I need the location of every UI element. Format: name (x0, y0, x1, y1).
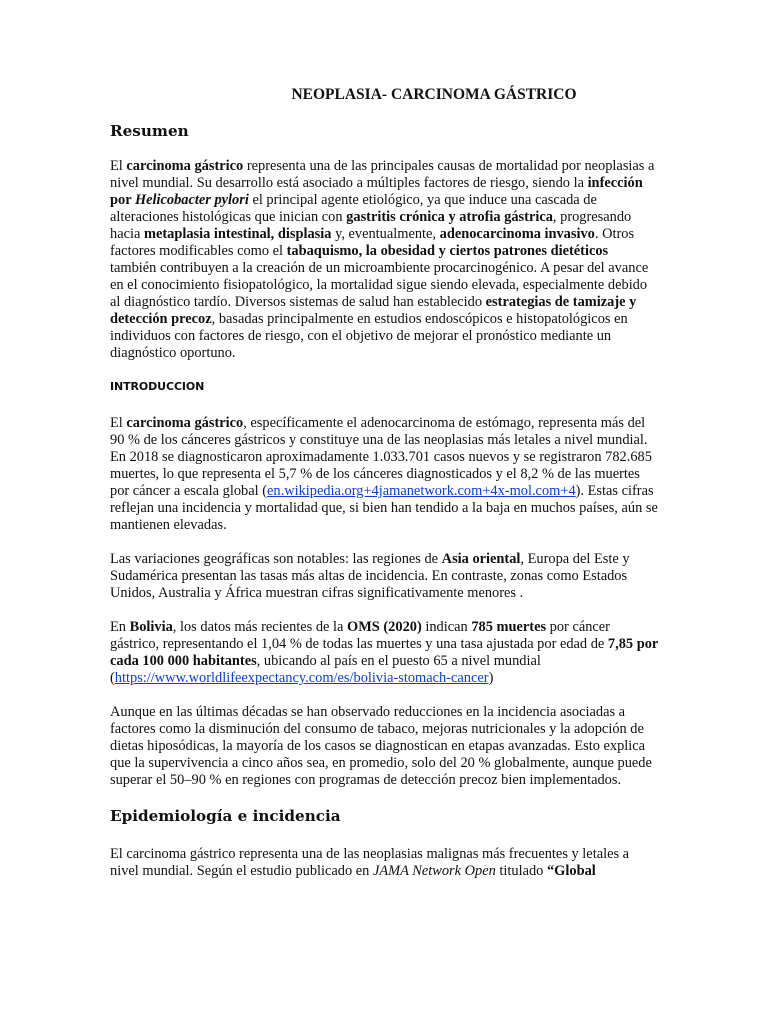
epidemiologia-paragraph (110, 846, 658, 880)
text-run: titulado (495, 863, 547, 879)
bold-text-run: estrategias de tamizaje y detección precoz (110, 294, 637, 327)
text-run: el principal agente etiológico, ya que induce una cascada de alteraciones histológicas que inician con (110, 192, 597, 225)
intro-paragraph-4 (110, 704, 658, 789)
text-run: representa una de las principales causas de mortalidad por neoplasias a nivel mundial. Su desarrollo está asociado a múltiples factores de riesgo, siendo la (110, 158, 655, 191)
intro-paragraph-1 (110, 415, 658, 534)
resumen-paragraph (110, 158, 658, 362)
intro-paragraph-2 (110, 551, 658, 602)
introduccion-heading: INTRODUCCION (110, 380, 205, 393)
bold-text-run: tabaquismo, la obesidad y ciertos patrones dietéticos (286, 243, 609, 259)
bold-text-run: 785 muertes (471, 619, 547, 635)
resumen-heading: Resumen (110, 122, 189, 140)
text-run: , Europa del Este y Sudamérica presentan las tasas más altas de incidencia. En contraste, zonas como Estados Unidos, Australia y África muestran cifras significativamente menores . (110, 551, 630, 601)
text-run: El (110, 158, 127, 174)
text-run: . Otros factores modificables como el (110, 226, 635, 259)
bold-text-run: adenocarcinoma invasivo (439, 226, 595, 242)
bold-text-run: carcinoma gástrico (126, 415, 244, 431)
bold-text-run: Asia oriental (441, 551, 521, 567)
intro-paragraph-3 (110, 619, 658, 687)
text-run: y, eventualmente, (331, 226, 440, 242)
italic-text-run: JAMA Network Open (372, 863, 496, 879)
text-run: Las variaciones geográficas son notables: las regiones de (110, 551, 442, 567)
bold-text-run: OMS (2020) (347, 619, 422, 635)
text-run: , específicamente el adenocarcinoma de estómago, representa más del 90 % de los cánceres gástricos y constituye una de las neoplasias más letales a nivel mundial. En 2018 se diagnosticaron aproximadamente 1.033.701 casos nuevos y se registraron 782.685 muertes, lo que representa el 5,7 % de los cánceres diagnosticados y el 8,2 % de las muertes por cáncer a escala global ( (110, 415, 652, 499)
text-run: Aunque en las últimas décadas se han observado reducciones en la incidencia asociadas a factores como la disminución del consumo de tabaco, mejoras nutricionales y la adopción de dietas hiposódicas, la mayoría de los casos se diagnostican en etapas avanzadas. Esto explica que la supervivencia a cinco años sea, en promedio, solo del 20 % globalmente, aunque puede superar el 50–90 % en regiones con programas de detección precoz bien implementados. (110, 704, 652, 788)
bold-text-run: 7,85 por cada 100 000 habitantes (110, 636, 659, 669)
reference-link[interactable]: https://www.worldlifeexpectancy.com/es/bolivia-stomach-cancer (114, 670, 489, 686)
text-run: El (110, 415, 127, 431)
text-run: ). Estas cifras reflejan una incidencia y mortalidad que, si bien han tendido a la baja en muchos países, aún se mantienen elevadas. (110, 483, 658, 533)
text-run: , progresando hacia (110, 209, 632, 242)
bold-text-run: Bolivia (129, 619, 173, 635)
bold-text-run: gastritis crónica y atrofia gástrica (346, 209, 553, 225)
bold-text-run: carcinoma gástrico (126, 158, 244, 174)
bold-text-run: “Global (546, 863, 596, 879)
text-run: indican (421, 619, 472, 635)
text-run: El carcinoma gástrico representa una de las neoplasias malignas más frecuentes y letales a nivel mundial. Según el estudio publicado en (110, 846, 630, 879)
reference-link[interactable]: en.wikipedia.org+4jamanetwork.com+4x-mol.com+4 (267, 483, 576, 499)
text-run: , basadas principalmente en estudios endoscópicos e histopatológicos en individuos con factores de riesgo, con el objetivo de mejorar el pronóstico mediante un diagnóstico oportuno. (110, 311, 628, 361)
bold-text-run: Helicobacter pylori (134, 192, 249, 208)
document-title: NEOPLASIA- CARCINOMA GÁSTRICO (291, 86, 577, 103)
epidemiologia-heading: Epidemiología e incidencia (110, 807, 341, 825)
text-run: , los datos más recientes de la (172, 619, 348, 635)
text-run: también contribuyen a la creación de un microambiente procarcinogénico. A pesar del avance en el conocimiento fisiopatológico, la mortalidad sigue siendo elevada, especialmente debido al diagnóstico tardío. Diversos sistemas de salud han establecido (110, 260, 649, 310)
text-run: , ubicando al país en el puesto 65 a nivel mundial ( (110, 653, 541, 686)
text-run: por cáncer gástrico, representando el 1,04 % de todas las muertes y una tasa ajustada por edad de (110, 619, 610, 652)
bold-text-run: metaplasia intestinal, displasia (143, 226, 332, 242)
bold-text-run: infección por (110, 175, 643, 208)
text-run: ) (488, 670, 494, 686)
text-run: En (110, 619, 130, 635)
